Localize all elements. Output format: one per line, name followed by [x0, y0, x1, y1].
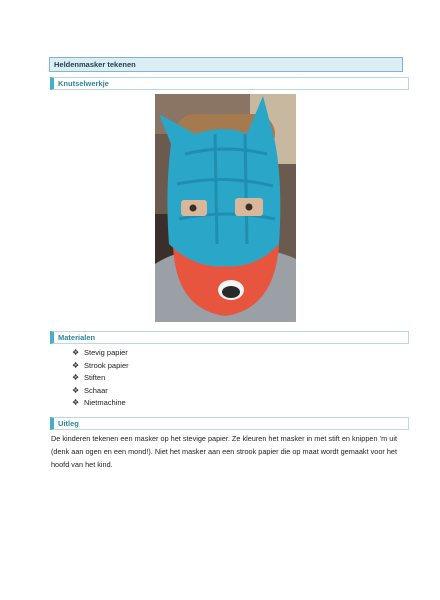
- explanation-paragraph: De kinderen tekenen een masker op het stevige papier. Ze kleuren het masker in met stift en knippen ’m uit (denk aan ogen en een mond!). Niet het masker aan een strook papier die op maat wordt gemaakt voor het hoofd van het kind.: [51, 434, 397, 469]
- four-diamond-bullet-icon: ❖: [72, 373, 80, 383]
- list-item-label: Strook papier: [84, 360, 129, 370]
- four-diamond-bullet-icon: ❖: [72, 398, 80, 408]
- four-diamond-bullet-icon: ❖: [72, 360, 80, 370]
- list-item-label: Schaar: [84, 385, 108, 395]
- list-item-label: Stevig papier: [84, 348, 128, 357]
- list-item: [72, 385, 129, 398]
- list-item: [72, 397, 129, 410]
- four-diamond-bullet-icon: ❖: [72, 385, 80, 395]
- section-heading-knutselwerkje: Knutselwerkje: [50, 77, 409, 90]
- materials-list: [72, 347, 129, 410]
- list-item: [72, 372, 129, 385]
- section-heading-uitleg: Uitleg: [50, 417, 409, 430]
- photo-child-hero-mask: [155, 94, 296, 322]
- list-item-label: Stiften: [84, 373, 106, 383]
- section-heading-materialen: Materialen: [50, 331, 409, 344]
- list-item: [72, 360, 129, 373]
- list-item: [72, 347, 129, 360]
- four-diamond-bullet-icon: ❖: [72, 348, 80, 357]
- document-title: Heldenmasker tekenen: [49, 57, 403, 72]
- list-item-label: Nietmachine: [84, 398, 126, 408]
